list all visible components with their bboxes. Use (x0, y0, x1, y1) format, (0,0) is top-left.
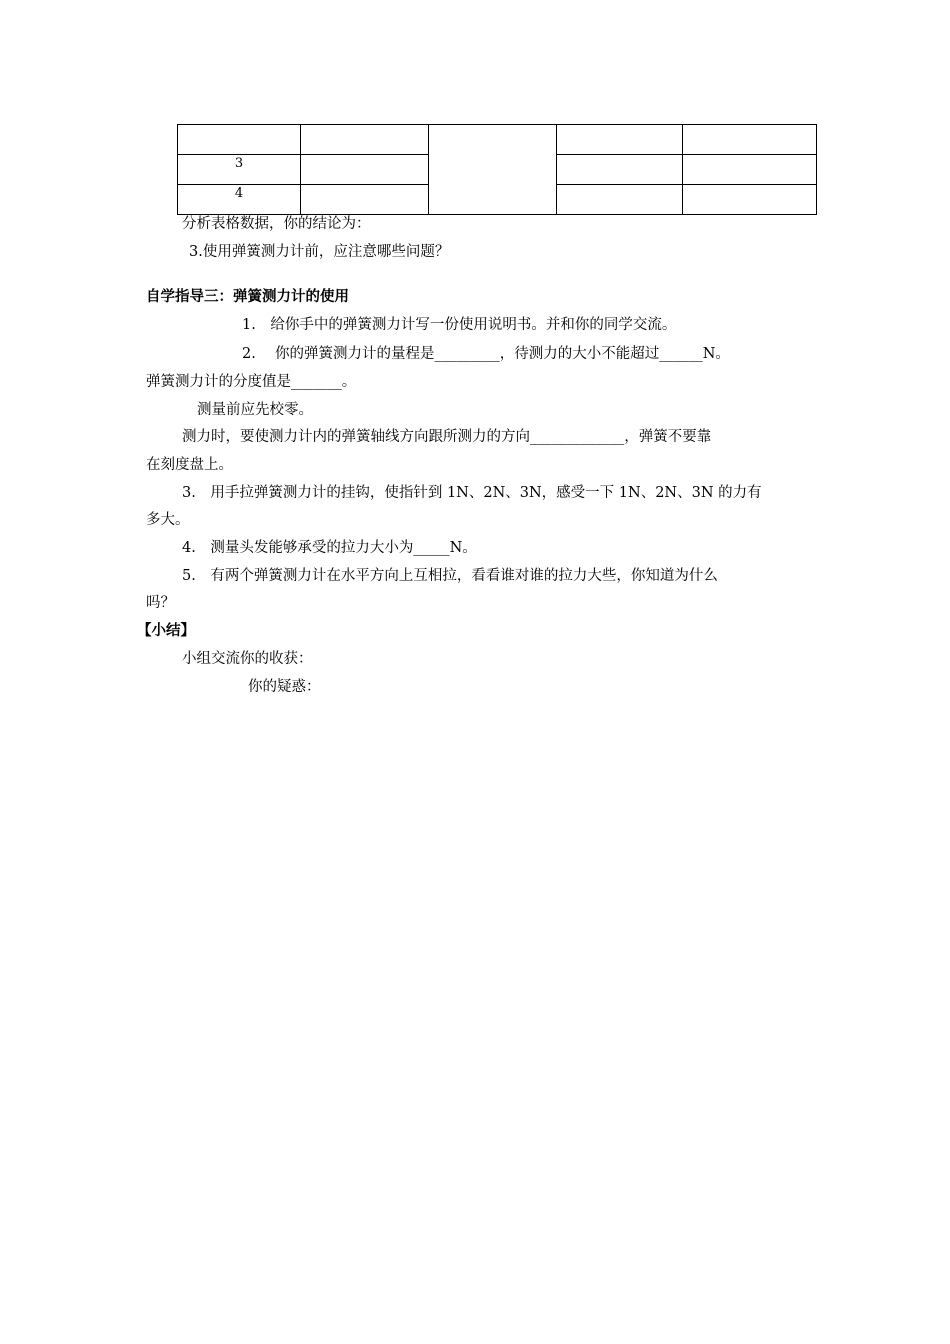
table-cell (683, 155, 817, 185)
table-cell: 4 (178, 185, 301, 215)
measurement-note: 测力时，要使测力计内的弹簧轴线方向跟所测力的方向_____________，弹簧不要靠 (182, 429, 712, 445)
item-5: 5. 有两个弹簧测力计在水平方向上互相拉，看看谁对谁的拉力大些，你知道为什么 (182, 568, 718, 584)
item-3: 3. 用手拉弹簧测力计的挂钩，使指针到 1N、2N、3N，感受一下 1N、2N、3N 的力有 (182, 485, 762, 501)
item-3-continued: 多大。 (146, 512, 190, 528)
conclusion-prompt: 分析表格数据，你的结论为： (182, 216, 371, 232)
table-cell (301, 125, 429, 155)
table-cell (557, 155, 683, 185)
summary-gains: 小组交流你的收获： (182, 651, 313, 667)
item-5-continued: 吗？ (146, 595, 175, 611)
table-cell (683, 185, 817, 215)
table-cell (557, 185, 683, 215)
measurement-note-continued: 在刻度盘上。 (146, 457, 233, 473)
table-cell (178, 125, 301, 155)
item-2: 2. 你的弹簧测力计的量程是_________，待测力的大小不能超过______N。 (242, 346, 730, 362)
table-cell (557, 125, 683, 155)
item-2-continued: 弹簧测力计的分度值是_______。 (146, 374, 357, 390)
question-3: 3.使用弹簧测力计前，应注意哪些问题？ (189, 244, 450, 260)
table-cell (301, 185, 429, 215)
summary-heading: 【小结】 (137, 623, 195, 639)
table-cell (301, 155, 429, 185)
section-heading: 自学指导三：弹簧测力计的使用 (146, 289, 349, 305)
table-cell: 3 (178, 155, 301, 185)
summary-doubts: 你的疑惑： (248, 679, 321, 695)
data-table (177, 124, 817, 215)
item-4: 4. 测量头发能够承受的拉力大小为_____N。 (182, 540, 477, 556)
table-cell (683, 125, 817, 155)
table-row (178, 125, 817, 155)
item-1: 1. 给你手中的弹簧测力计写一份使用说明书。并和你的同学交流。 (242, 317, 677, 333)
table-cell-merged (429, 125, 557, 215)
calibration-note: 测量前应先校零。 (197, 402, 313, 418)
